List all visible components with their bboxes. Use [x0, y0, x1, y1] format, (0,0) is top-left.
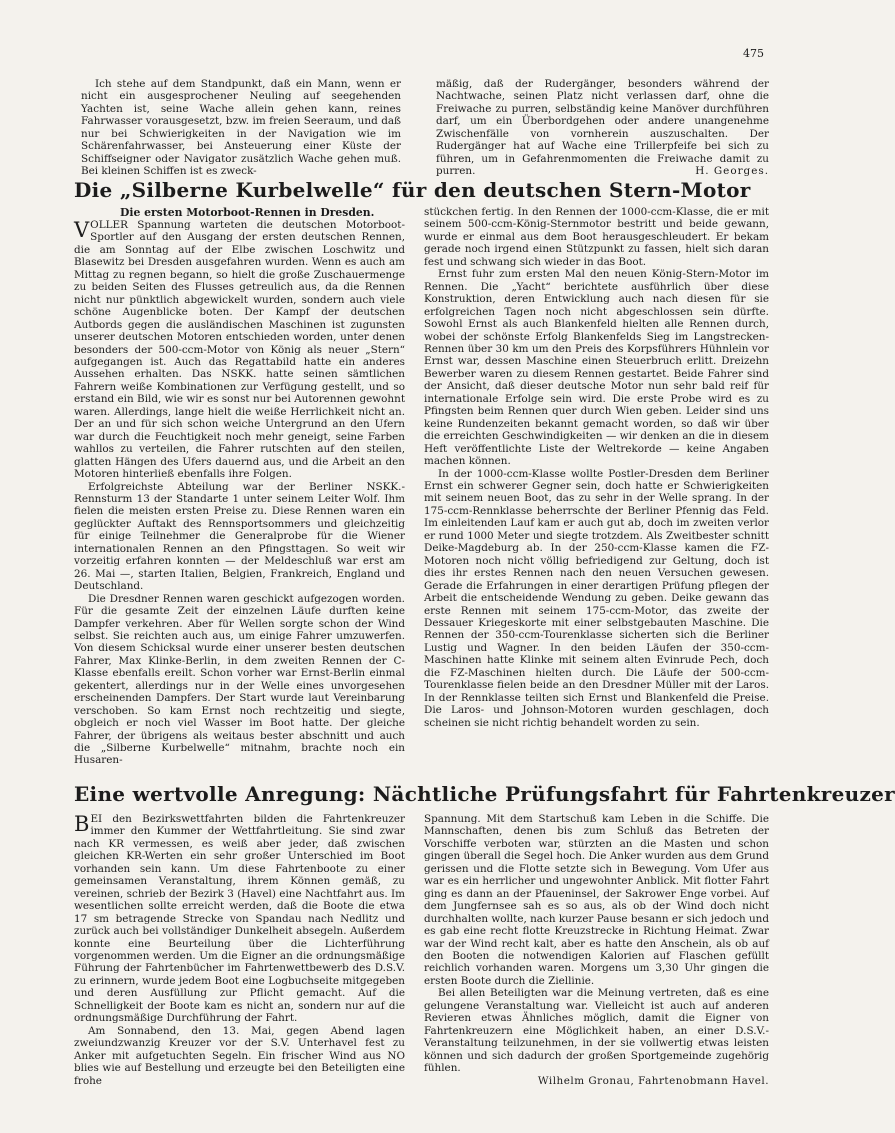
- article2-signature: Wilhelm Gronau, Fahrtenobmann Havel.: [537, 1074, 769, 1087]
- intro-signature: H. Georges.: [695, 165, 769, 178]
- article2-right-column: [424, 813, 769, 1087]
- article2-paragraph-1: [74, 813, 405, 1025]
- intro-right-body: mäßig, daß der Rudergänger, besonders während der Nachtwache, seinen Platz nicht verlassen darf, ohne die Freiwache zu purren, selbständig keine Manöver durchführen darf, um ein Überbordgehen oder andere unangenehme Zwischenfälle von vornherein auszuschalten. Der Rudergänger hat auf Wache eine Trillerpfeife bei sich zu führen, um in Gefahrenmomenten die Freiwache damit zu purren.: [436, 78, 769, 178]
- article2-paragraph-4: Bei allen Beteiligten war die Meinung vertreten, daß es eine gelungene Veranstaltung war. Vielleicht ist auch auf anderen Revieren etwas Ähnliches möglich, damit die Eigner von Fahrtenkreuzern eine Möglichkeit haben, an einer D.S.V.-Veranstaltung teilzunehmen, in der sie vollwertig etwas leisten können und sich dadurch der großen Sportgemeinde zugehörig fühlen.: [424, 987, 769, 1075]
- article1-dropcap: V: [74, 218, 90, 242]
- article1-subhead: Die ersten Motorboot-Rennen in Dresden.: [120, 206, 375, 219]
- intro-left-column: [81, 78, 401, 178]
- intro-right-column: [436, 78, 769, 178]
- article1-paragraph-3: Die Dresdner Rennen waren geschickt aufgezogen worden. Für die gesamte Zeit der einzelnen Läufe durften keine Dampfer verkehren. Aber für Wellen sorgte schon der Wind selbst. Sie reichten auch aus, um einige Fahrer umzuwerfen. Von diesem Schicksal wurde einer unserer besten deutschen Fahrer, Max Klinke-Berlin, in dem zweiten Rennen der C-Klasse ebenfalls ereilt. Schon vorher war Ernst-Berlin einmal gekentert, allerdings nur in der Welle eines unvorgesehen erscheinenden Dampfers. Der Start wurde laut Vereinbarung verschoben. So kam Ernst noch rechtzeitig und siegte, obgleich er noch viel Wasser im Boot hatte. Der gleiche Fahrer, der übrigens als weitaus bester abschnitt und auch die „Silberne Kurbelwelle“ mitnahm, brachte noch ein Husaren-: [74, 592, 405, 767]
- article1-headline: Die „Silberne Kurbelwelle“ für den deutschen Stern-Motor: [74, 178, 751, 202]
- intro-left-text: Ich stehe auf dem Standpunkt, daß ein Mann, wenn er nicht ein ausgesprochener Neuling auf seegehenden Yachten ist, seine Wache allein gehen kann, reines Fahrwasser vorausgesetzt, bzw. im freien Seeraum, und daß nur bei Schwierigkeiten in der Navigation wie im Schärenfahrwasser, bei Ansteuerung einer Küste der Schiffseigner oder Navigator zusätzlich Wache gehen muß. Bei kleinen Schiffen ist es zweck-: [81, 78, 401, 178]
- article1-right-column: [424, 206, 769, 729]
- article2-paragraph-3: Spannung. Mit dem Startschuß kam Leben in die Schiffe. Die Mannschaften, denen bis zum Schluß das Betreten der Vorschiffe verboten war, stürzten an die Masten und schon gingen überall die Segel hoch. Die Anker wurden aus dem Grund gerissen und die Flotte setzte sich in Bewegung. Vom Ufer aus war es ein herrlicher und ungewohnter Anblick. Mit flotter Fahrt ging es dann an der Pfaueninsel, der Sakrower Enge vorbei. Auf dem Jungfernsee sah es so aus, als ob der Wind doch nicht durchhalten wollte, nach kurzer Pause besann er sich jedoch und es gab eine recht flotte Kreuzstrecke in Richtung Heimat. Zwar war der Wind recht kalt, aber es hatte den Anschein, als ob auf den Booten die notwendigen Kalorien auf Flaschen gefüllt reichlich vorhanden waren. Morgens um 3,30 Uhr gingen die ersten Boote durch die Ziellinie.: [424, 813, 769, 987]
- page-number: 475: [743, 47, 764, 60]
- article1-paragraph-6: In der 1000-ccm-Klasse wollte Postler-Dresden dem Berliner Ernst ein schwerer Gegner sein, doch hatte er Schwierigkeiten mit seinem neuen Boot, das zu sehr in der Welle sprang. In der 175-ccm-Rennklasse beherrschte der Berliner Pfennig das Feld. Im einleitenden Lauf kam er auch gut ab, doch im zweiten verlor er rund 1000 Meter und siegte trotzdem. Als Zweitbester schnitt Deike-Magdeburg ab. In der 250-ccm-Klasse kamen die FZ-Motoren noch nicht völlig befriedigend zur Geltung, doch ist dies ihr erstes Rennen nach den neuen Versuchen gewesen. Gerade die Erfahrungen in einer derartigen Prüfung pflegen der Arbeit die entscheidende Wendung zu geben. Deike gewann das erste Rennen mit seinem 175-ccm-Motor, das zweite der Dessauer Kriegeskorte mit einer selbstgebauten Maschine. Die Rennen der 350-ccm-Tourenklasse sicherten sich die Berliner Lustig und Wagner. In den beiden Läufen der 350-ccm-Maschinen hatte Klinke mit seinem alten Evinrude Pech, doch die FZ-Maschinen hielten durch. Die Läufe der 500-ccm-Tourenklasse fielen beide an den Dresdner Müller mit der Laros. In der Rennklasse teilten sich Ernst und Blankenfeld die Preise. Die Laros- und Johnson-Motoren wurden geschlagen, doch scheinen sie nicht richtig behandelt worden zu sein.: [424, 467, 769, 729]
- intro-right-text: [436, 78, 769, 178]
- article2-paragraph-2: Am Sonnabend, den 13. Mai, gegen Abend lagen zweiundzwanzig Kreuzer vor der S.V. Unterhavel fest zu Anker mit aufgetuchten Segeln. Ein frischer Wind aus NO blies wie auf Bestellung und erzeugte bei den Beteiligten eine frohe: [74, 1024, 405, 1087]
- article2-left-column: [74, 813, 405, 1087]
- article1-paragraph-5: Ernst fuhr zum ersten Mal den neuen König-Stern-Motor im Rennen. Die „Yacht“ berichtete ausführlich über diese Konstruktion, deren Entwicklung auch nach diesen für sie erfolgreichen Tagen noch nicht abgeschlossen sein dürfte. Sowohl Ernst als auch Blankenfeld hielten alle Rennen durch, wobei der schönste Erfolg Blankenfelds Sieg im Langstrecken-Rennen über 30 km um den Preis des Korpsführers Hühnlein vor Ernst war, dessen Maschine einen Steuerbruch erlitt. Dreizehn Bewerber waren zu diesem Rennen gestartet. Beide Fahrer sind der Ansicht, daß dieser deutsche Motor nun sehr bald reif für internationale Erfolge sein wird. Die erste Probe wird es zu Pfingsten beim Rennen quer durch Wien geben. Leider sind uns keine Rundenzeiten bekannt gemacht worden, so daß wir über die erreichten Geschwindigkeiten — wir denken an die in diesem Heft veröffentlichte Liste der Weltrekorde — keine Angaben machen können.: [424, 268, 769, 468]
- article1-paragraph-4: stückchen fertig. In den Rennen der 1000-ccm-Klasse, die er mit seinem 500-ccm-König-Sternmotor bestritt und beide gewann, wurde er einmal aus dem Boot herausgeschleudert. Er bekam gerade noch irgend einen Stützpunkt zu fassen, hielt sich daran fest und schwang sich wieder in das Boot.: [424, 206, 769, 268]
- article1-paragraph-1-text: OLLER Spannung warteten die deutschen Motorboot-Sportler auf den Ausgang der ersten deutschen Rennen, die am Sonntag auf der Elbe zwischen Loschwitz und Blasewitz bei Dresden ausgefahren wurden. Wenn es auch am Mittag zu regnen begann, so hielt die große Zuschauermenge zu beiden Seiten des Flusses getreulich aus, da die Rennen nicht nur pünktlich abgewickelt wurden, sondern auch viele schöne Augenblicke boten. Der Kampf der deutschen Autbords gegen die ausländischen Maschinen ist zugunsten unserer deutschen Motoren entschieden worden, unter denen besonders der 500-ccm-Motor von König als neuer „Stern“ aufgegangen ist. Auch das Regattabild hatte ein anderes Aussehen erhalten. Das NSKK. hatte seinen sämtlichen Fahrern weiße Kombinationen zur Verfügung gestellt, und so erstand ein Bild, wie wir es sonst nur bei Autorennen gewohnt waren. Allerdings, lange hielt die weiße Herrlichkeit nicht an. Der an und für sich schon weiche Untergrund an den Ufern war durch die Feuchtigkeit noch mehr geneigt, seine Farben wahllos zu verteilen, die Fahrer rutschten auf den steilen, glatten Hängen des Ufers dauernd aus, und die Arbeit an den Motoren hinterließ ebenfalls ihre Folgen.: [74, 219, 405, 481]
- article2-headline: Eine wertvolle Anregung: Nächtliche Prüfungsfahrt für Fahrtenkreuzer: [74, 782, 895, 806]
- article2-dropcap: B: [74, 812, 90, 836]
- article1-paragraph-2: Erfolgreichste Abteilung war der Berliner NSKK.-Rennsturm 13 der Standarte 1 unter seinem Leiter Wolf. Ihm fielen die meisten ersten Preise zu. Diese Rennen waren ein geglückter Auftakt des Rennsportsommers und gleichzeitig für einige Teilnehmer die Generalprobe für die Wiener internationalen Rennen an den Pfingsttagen. So weit wir vorzeitig erfahren konnten — der Meldeschluß war erst am 26. Mai —, starten Italien, Belgien, Frankreich, England und Deutschland.: [74, 480, 405, 593]
- article1-paragraph-1: [74, 219, 405, 481]
- article1-left-column: [74, 219, 405, 767]
- article2-paragraph-1-text: EI den Bezirkswettfahrten bilden die Fahrtenkreuzer immer den Kummer der Wettfahrtleitung. Sie sind zwar nach KR vermessen, es weiß aber jeder, daß zwischen gleichen KR-Werten ein sehr großer Unterschied im Boot vorhanden sein kann. Um diese Fahrtenboote zu einer gemeinsamen Veranstaltung, ihrem Können gemäß, zu vereinen, schrieb der Bezirk 3 (Havel) eine Nachtfahrt aus. Im wesentlichen sollte erreicht werden, daß die Boote die etwa 17 sm betragende Strecke von Spandau nach Nedlitz und zurück auch bei vollständiger Dunkelheit absegeln. Außerdem konnte eine Beurteilung über die Lichterführung vorgenommen werden. Um die Eigner an die ordnungsmäßige Führung der Fahrtenbücher im Fahrtenwettbewerb des D.S.V. zu erinnern, wurde jedem Boot eine Logbuchseite mitgegeben und deren Ausfüllung zur Pflicht gemacht. Auf die Schnelligkeit der Boote kam es nicht an, sondern nur auf die ordnungsmäßige Durchführung der Fahrt.: [74, 813, 405, 1025]
